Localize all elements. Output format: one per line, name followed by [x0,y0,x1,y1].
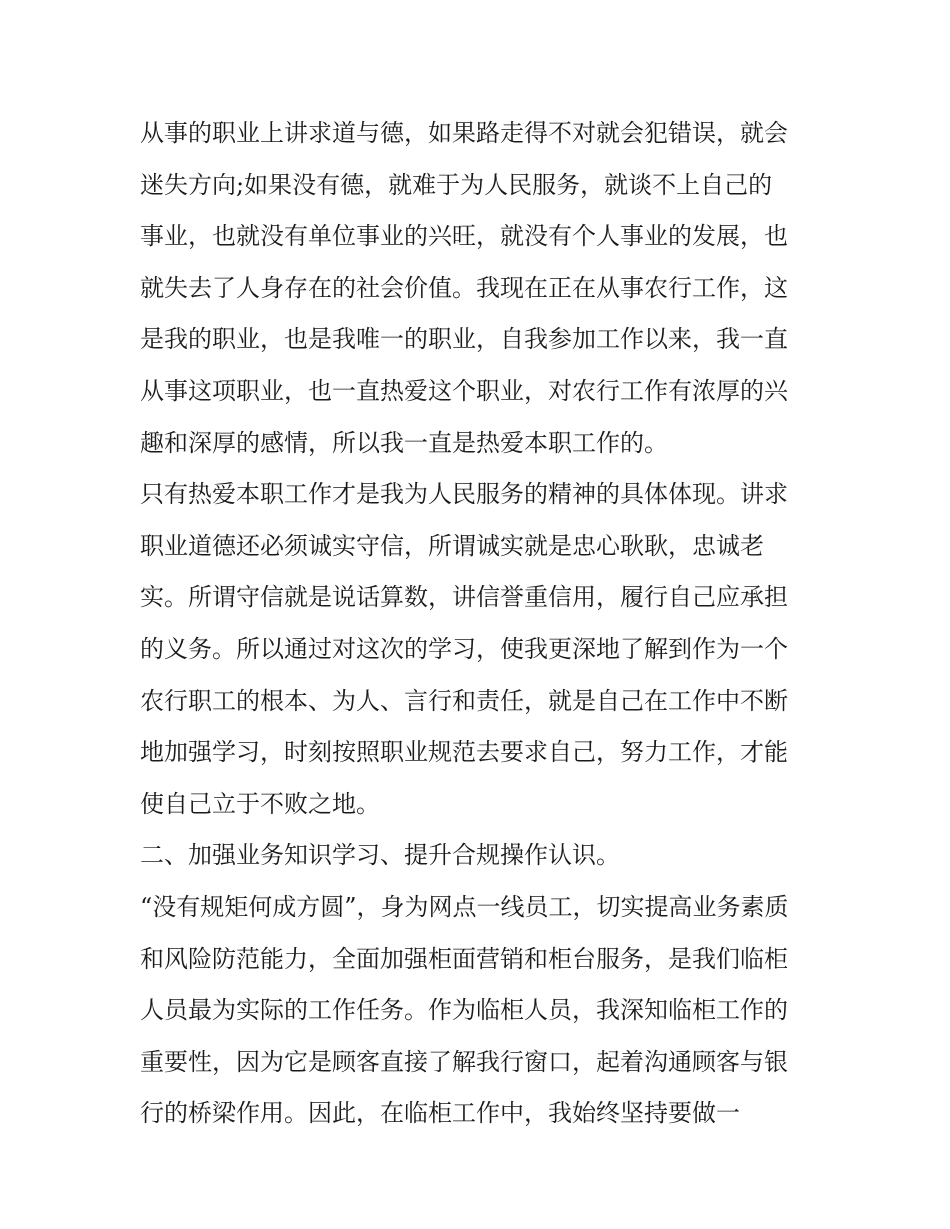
text-line: 迷失方向;如果没有德，就难于为人民服务，就谈不上自己的 [140,170,773,199]
text-line: 趣和深厚的感情，所以我一直是热爱本职工作的。 [140,428,668,457]
text-line: 人员最为实际的工作任务。作为临柜人员，我深知临柜工作的 [140,996,788,1025]
text-line: 农行职工的根本、为人、言行和责任，就是自己在工作中不断 [140,686,788,715]
text-line: 从事这项职业，也一直热爱这个职业，对农行工作有浓厚的兴 [140,376,788,405]
text-line: 实。所谓守信就是说话算数，讲信誉重信用，履行自己应承担 [140,583,788,612]
text-line: 的义务。所以通过对这次的学习，使我更深地了解到作为一个 [140,634,788,663]
text-line: 行的桥梁作用。因此，在临柜工作中，我始终坚持要做一 [140,1099,740,1128]
section-heading: 二、加强业务知识学习、提升合规操作认识。 [140,841,620,870]
text-line: 事业，也就没有单位事业的兴旺，就没有个人事业的发展，也 [140,222,788,251]
text-line: 从事的职业上讲求道与德，如果路走得不对就会犯错误，就会 [140,119,788,147]
text-line: 只有热爱本职工作才是我为人民服务的精神的具体体现。讲求 [140,480,788,509]
text-line: 地加强学习，时刻按照职业规范去要求自己，努力工作，才能 [140,738,788,767]
text-line: 和风险防范能力，全面加强柜面营销和柜台服务，是我们临柜 [140,944,788,973]
text-line: 重要性，因为它是顾客直接了解我行窗口，起着沟通顾客与银 [140,1047,788,1076]
text-line: 职业道德还必须诚实守信，所谓诚实就是忠心耿耿，忠诚老 [140,531,764,560]
text-line: 就失去了人身存在的社会价值。我现在正在从事农行工作，这 [140,273,788,302]
body-text [140,108,820,1140]
text-line: 是我的职业，也是我唯一的职业，自我参加工作以来，我一直 [140,325,788,354]
text-line: 使自己立于不败之地。 [140,789,380,818]
text-line: “没有规矩何成方圆”，身为网点一线员工，切实提高业务素质 [140,892,789,921]
